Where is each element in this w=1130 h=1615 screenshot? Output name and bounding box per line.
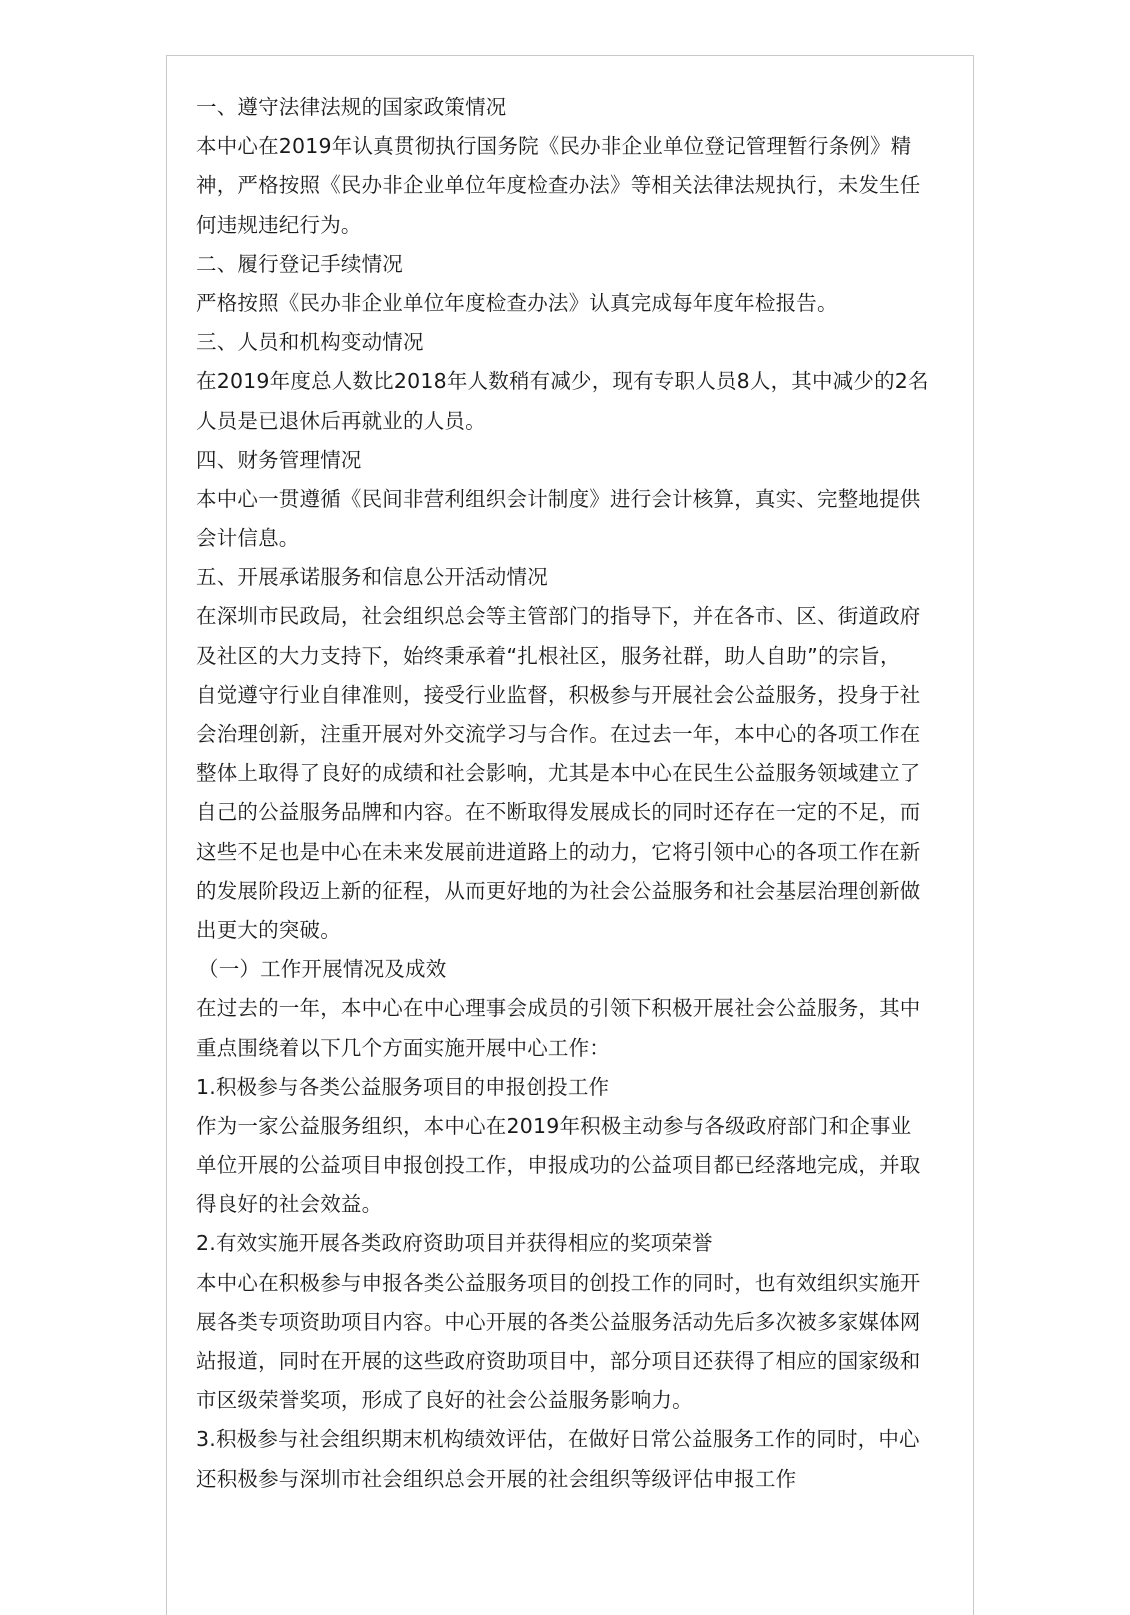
paragraph-line: 会计信息。	[196, 526, 300, 551]
paragraph-line: 神，严格按照《民办非企业单位年度检查办法》等相关法律法规执行，未发生任	[196, 173, 921, 198]
paragraph-line: 会治理创新，注重开展对外交流学习与合作。在过去一年，本中心的各项工作在	[196, 722, 921, 746]
section-heading-3: 三、人员和机构变动情况	[196, 330, 424, 355]
paragraph-line: 在2019年度总人数比2018年人数稍有减少，现有专职人员8人，其中减少的2名	[196, 369, 929, 394]
subsection-heading: （一）工作开展情况及成效	[198, 957, 447, 982]
list-item-heading-1: 1.积极参与各类公益服务项目的申报创投工作	[196, 1074, 610, 1099]
paragraph-line: 站报道，同时在开展的这些政府资助项目中，部分项目还获得了相应的国家级和	[196, 1349, 921, 1373]
paragraph-line: 人员是已退休后再就业的人员。	[196, 408, 486, 433]
section-heading-1: 一、遵守法律法规的国家政策情况	[196, 95, 507, 119]
paragraph-line: 整体上取得了良好的成绩和社会影响，尤其是本中心在民生公益服务领域建立了	[196, 761, 921, 786]
paragraph-line: 还积极参与深圳市社会组织总会开展的社会组织等级评估申报工作	[196, 1466, 797, 1491]
paragraph-line: 单位开展的公益项目申报创投工作，申报成功的公益项目都已经落地完成，并取	[196, 1153, 921, 1178]
paragraph-line: 本中心一贯遵循《民间非营利组织会计制度》进行会计核算，真实、完整地提供	[196, 486, 921, 511]
paragraph-line: 重点围绕着以下几个方面实施开展中心工作：	[196, 1035, 610, 1060]
paragraph-line: 得良好的社会效益。	[196, 1192, 383, 1217]
document-body	[196, 88, 948, 1499]
paragraph-line: 在过去的一年，本中心在中心理事会成员的引领下积极开展社会公益服务，其中	[196, 996, 921, 1021]
paragraph-line: 严格按照《民办非企业单位年度检查办法》认真完成每年度年检报告。	[196, 290, 838, 315]
paragraph-line: 这些不足也是中心在未来发展前进道路上的动力，它将引领中心的各项工作在新	[196, 839, 921, 864]
paragraph-line: 展各类专项资助项目内容。中心开展的各类公益服务活动先后多次被多家媒体网	[196, 1309, 921, 1334]
paragraph-line: 的发展阶段迈上新的征程，从而更好地的为社会公益服务和社会基层治理创新做	[196, 878, 921, 903]
paragraph-line: 本中心在2019年认真贯彻执行国务院《民办非企业单位登记管理暂行条例》精	[196, 134, 912, 159]
paragraph-line: 何违规违纪行为。	[196, 212, 362, 237]
section-heading-5: 五、开展承诺服务和信息公开活动情况	[196, 565, 548, 590]
list-item-heading-2: 2.有效实施开展各类政府资助项目并获得相应的奖项荣誉	[196, 1231, 713, 1256]
paragraph-line: 自觉遵守行业自律准则，接受行业监督，积极参与开展社会公益服务，投身于社	[196, 682, 921, 707]
paragraph-line: 市区级荣誉奖项，形成了良好的社会公益服务影响力。	[196, 1388, 693, 1413]
paragraph-line: 自己的公益服务品牌和内容。在不断取得发展成长的同时还存在一定的不足，而	[196, 800, 921, 825]
paragraph-line: 出更大的突破。	[196, 917, 341, 942]
section-heading-4: 四、财务管理情况	[196, 447, 362, 472]
paragraph-line: 本中心在积极参与申报各类公益服务项目的创投工作的同时，也有效组织实施开	[196, 1270, 921, 1295]
paragraph-line: 及社区的大力支持下，始终秉承着“扎根社区，服务社群，助人自助”的宗旨，	[196, 643, 901, 668]
paragraph-line: 在深圳市民政局，社会组织总会等主管部门的指导下，并在各市、区、街道政府	[196, 604, 921, 629]
list-item-heading-3: 3.积极参与社会组织期末机构绩效评估，在做好日常公益服务工作的同时，中心	[196, 1427, 920, 1452]
paragraph-line: 作为一家公益服务组织，本中心在2019年积极主动参与各级政府部门和企事业	[196, 1113, 912, 1138]
section-heading-2: 二、履行登记手续情况	[196, 251, 403, 276]
